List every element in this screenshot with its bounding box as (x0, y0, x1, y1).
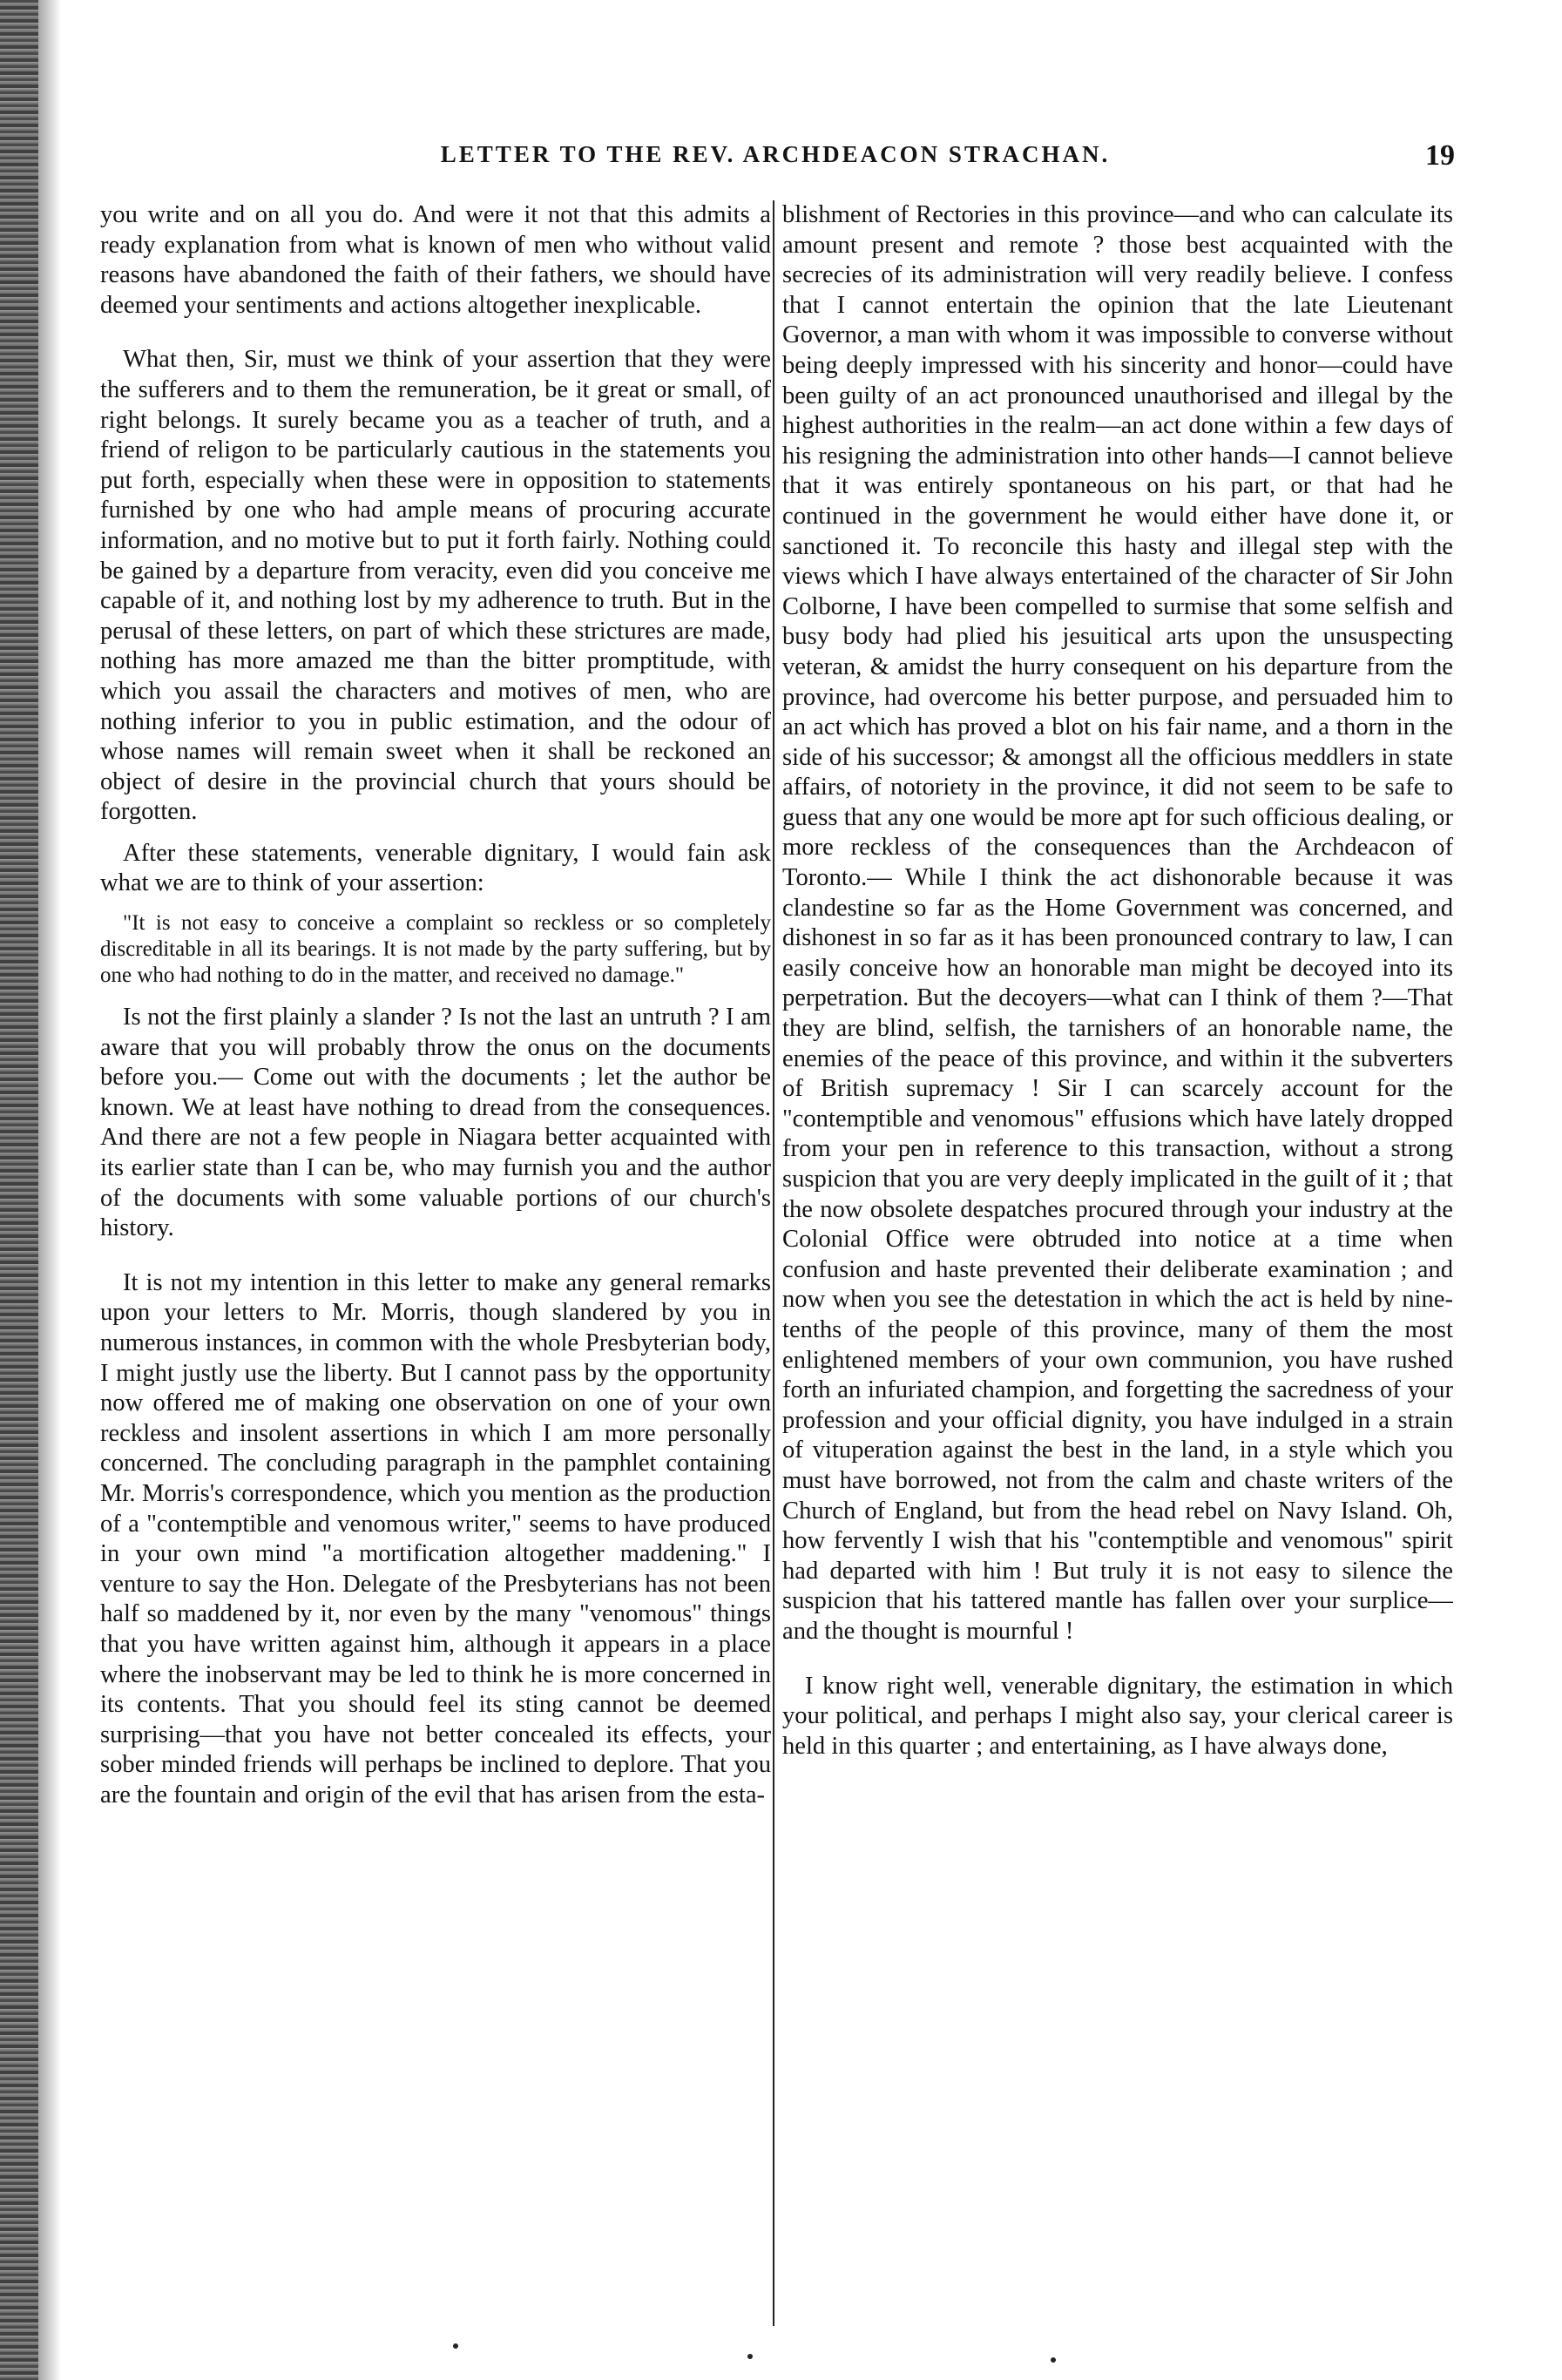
block-quote: "It is not easy to conceive a complaint so reckless or so completely discreditable in all its bearings. It is not made by the party suffering, but by one who had nothing to do in the matter, and received no damage." (100, 911, 771, 988)
running-header (96, 139, 1455, 174)
print-speck (1051, 2357, 1056, 2363)
paragraph: Is not the first plainly a slander ? Is not the last an untruth ? I am aware that you will probably throw the onus on the documents before you.— Come out with the documents ; let the author be known. We at least have nothing to dread from the consequences. And there are not a few people in Niagara better acquainted with its earlier state than I can be, who may furnish you and the author of the documents with some valuable portions of our church's history. (100, 1004, 771, 1242)
scanned-binding-edge (0, 0, 38, 2380)
paragraph: It is not my intention in this letter to make any general remarks upon your letters to Mr. Morris, though slandered by you in numerous instances, in common with the whole Presbyterian body, I might justly use the liberty. But I cannot pass by the opportunity now offered me of making one observation on one of your own reckless and insolent assertions in which I am more personally concerned. The concluding paragraph in the pamphlet containing Mr. Morris's correspondence, which you mention as the production of a "contemptible and venomous writer," seems to have produced in your own mind "a mortification altogether maddening." I venture to say the Hon. Delegate of the Presbyterians has not been half so maddened by it, nor even by the many "venomous" things that you have written against him, although it appears in a place where the inobservant may be led to think he is more concerned in its contents. That you should feel its sting cannot be deemed surprising—that you have not better concealed its effects, your sober minded friends will perhaps be inclined to deplore. That you are the fountain and origin of the evil that has arisen from the esta- (100, 1268, 771, 1809)
left-column (100, 200, 771, 2317)
running-title: LETTER TO THE REV. ARCHDEACON STRACHAN. (440, 141, 1111, 167)
page-number: 19 (1425, 139, 1455, 172)
binding-shadow (38, 0, 61, 2380)
column-divider (773, 200, 774, 2326)
paragraph: I know right well, venerable dignitary, the estimation in which your political, and perhaps I might also say, your clerical career is held in this quarter ; and entertaining, as I have always done, (782, 1672, 1453, 1760)
right-column (782, 200, 1453, 2317)
print-speck (747, 2354, 753, 2359)
paragraph: What then, Sir, must we think of your assertion that they were the sufferers and to them the remuneration, be it great or small, of right belongs. It surely became you as a teacher of truth, and a friend of religon to be particularly cautious in the statements you put forth, especially when these were in opposition to statements furnished by one who had ample means of procuring accurate information, and no motive but to put it forth fairly. Nothing could be gained by a departure from veracity, even did you conceive me capable of it, and nothing lost by my adherence to truth. But in the perusal of these letters, on part of which these strictures are made, nothing has more amazed me than the bitter promptitude, with which you assail the characters and motives of men, who are nothing inferior to you in public estimation, and the odour of whose names will remain sweet when it shall be reckoned an object of desire in the provincial church that yours should be forgotten. (100, 346, 771, 826)
paragraph: blishment of Rectories in this province—and who can calculate its amount present and remote ? those best acquainted with the secrecies of its administration will very readily believe. I confess that I cannot entertain the opinion that the late Lieutenant Governor, a man with whom it was impossible to converse without being deeply impressed with his sincerity and honor—could have been guilty of an act pronounced unauthorised and illegal by the highest authorities in the realm—an act done within a few days of his resigning the administration into other hands—I cannot believe that it was entirely spontaneous on his part, or that had he continued in the government he would either have done it, or sanctioned it. To reconcile this hasty and illegal step with the views which I have always entertained of the character of Sir John Colborne, I have been compelled to surmise that some selfish and busy body had plied his jesuitical arts upon the unsuspecting veteran, & amidst the hurry consequent on his departure from the province, had overcome his better purpose, and persuaded him to an act which has proved a blot on his fair name, and a thorn in the side of his successor; & amongst all the officious meddlers in state affairs, of notoriety in the province, it did not seem to be safe to guess that any one would be more apt for such officious dealing, or more reckless of the consequences than the Archdeacon of Toronto.— While I think the act dishonorable because it was clandestine so far as the Home Government was concerned, and dishonest in so far as it has been pronounced contrary to law, I can easily conceive how an honorable man might be decoyed into its perpetration. But the decoyers—what can I think of them ?—That they are blind, selfish, the tarnishers of an honorable name, the enemies of the peace of this province, and within it the subverters of British supremacy ! Sir I can scarcely account for the "contemptible and venomous" effusions which have lately dropped from your pen in reference to this transaction, without a strong suspicion that you are very deeply implicated in the guilt of it ; that the now obsolete despatches procured through your industry at the Colonial Office were obtruded into notice at a time when confusion and haste prevented their deliberate examination ; and now when you see the detestation in which the act is held by nine-tenths of the people of this province, many of them the most enlightened members of your own communion, you have rushed forth an infuriated champion, and forgetting the sacredness of your profession and your official dignity, you have indulged in a strain of vituperation against the best in the land, in a style which you must have borrowed, not from the calm and chaste writers of the Church of England, but from the head rebel on Navy Island. Oh, how fervently I wish that his "contemptible and venomous" spirit had departed with him ! But truly it is not easy to silence the suspicion that his tattered mantle has fallen over your surplice—and the thought is mournful ! (782, 201, 1453, 1645)
paragraph: you write and on all you do. And were it not that this admits a ready explanation from what is known of men who without valid reasons have abandoned the faith of their fathers, we should have deemed your sentiments and actions altogether inexplicable. (100, 201, 771, 319)
paragraph: After these statements, venerable dignitary, I would fain ask what we are to think of your assertion: (100, 839, 771, 897)
print-speck (453, 2343, 458, 2349)
